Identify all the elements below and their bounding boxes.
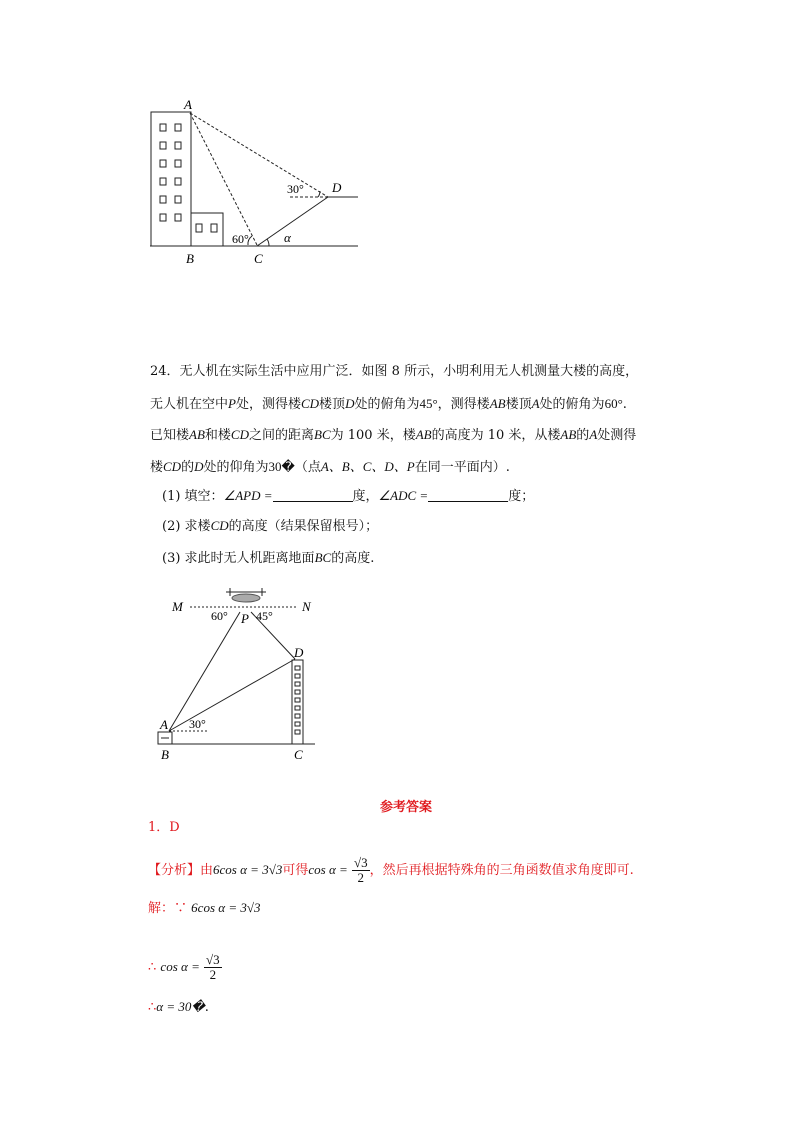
label-c: C (254, 251, 263, 266)
drone-icon (226, 588, 266, 602)
figure-drone-diagram-2 (150, 580, 330, 765)
label-alpha: α (284, 230, 291, 245)
building-cd-windows (295, 666, 300, 734)
label-a: A (184, 97, 192, 112)
answer-blank-adc[interactable] (428, 487, 508, 502)
slope-line-cd (257, 197, 328, 246)
label-b: B (161, 747, 169, 762)
problem24-line1: 24．无人机在实际生活中应用广泛．如图 8 所示，小明利用无人机测量大楼的高度， (150, 364, 639, 379)
question-1: (1) 填空：∠APD = 度，∠ADC = 度； (162, 488, 535, 504)
problem24-line4: 楼CD的D处的仰角为30�（点A、B、C、D、P在同一平面内）. (150, 459, 510, 475)
label-m: M (172, 599, 183, 614)
angle-arc-alpha (267, 239, 269, 246)
problem24-line3: 已知楼AB和楼CD之间的距离BC为 100 米，楼AB的高度为 10 米，从楼AB的A处测得 (150, 427, 637, 443)
label-c: C (294, 747, 303, 762)
solution-line-2: ∴ cos α = $\frac{√3}{2}$ (148, 952, 220, 982)
fraction-sqrt3-over-2: $\frac{√3}{2}$ (206, 952, 220, 982)
analysis-line: 【分析】由6cos α = 3√3可得cos α = $\frac{√3}{2}$ ，然后再根据特殊角的三角函数值求角度即可. (148, 855, 634, 885)
label-d: D (332, 180, 342, 195)
label-angle-60: 60° (211, 609, 228, 623)
label-angle-60: 60° (232, 232, 249, 246)
label-angle-30: 30° (189, 717, 206, 731)
tall-building (151, 112, 191, 246)
fraction-sqrt3-over-2: $\frac{√3}{2}$ (353, 855, 368, 885)
label-n: N (302, 599, 311, 614)
answers-heading: 参考答案 (380, 800, 433, 815)
label-d: D (294, 645, 304, 660)
label-angle-30: 30° (287, 182, 304, 196)
solution-line-3: ∴α = 30�. (148, 999, 209, 1015)
label-angle-45: 45° (256, 609, 273, 623)
question-2: (2) 求楼CD的高度（结果保留根号）； (162, 518, 379, 534)
figure-building-diagram-1 (140, 95, 370, 270)
tall-building-windows (160, 124, 181, 221)
label-p: P (241, 611, 249, 626)
solution-line-1: 解：∵ 6cos α = 3√3 (148, 900, 261, 916)
line-ad (169, 659, 295, 731)
line-pa (169, 612, 240, 731)
label-b: B (186, 251, 194, 266)
answer-item-1: 1．D (148, 820, 180, 835)
small-building-windows (196, 224, 217, 232)
question-3: (3) 求此时无人机距离地面BC的高度. (162, 550, 375, 566)
problem24-line2: 无人机在空中P处，测得楼CD楼顶D处的俯角为45°，测得楼AB楼顶A处的俯角为60°. (150, 396, 627, 412)
answer-blank-apd[interactable] (273, 487, 353, 502)
dashed-line-ad (190, 113, 328, 197)
label-a: A (160, 717, 168, 732)
